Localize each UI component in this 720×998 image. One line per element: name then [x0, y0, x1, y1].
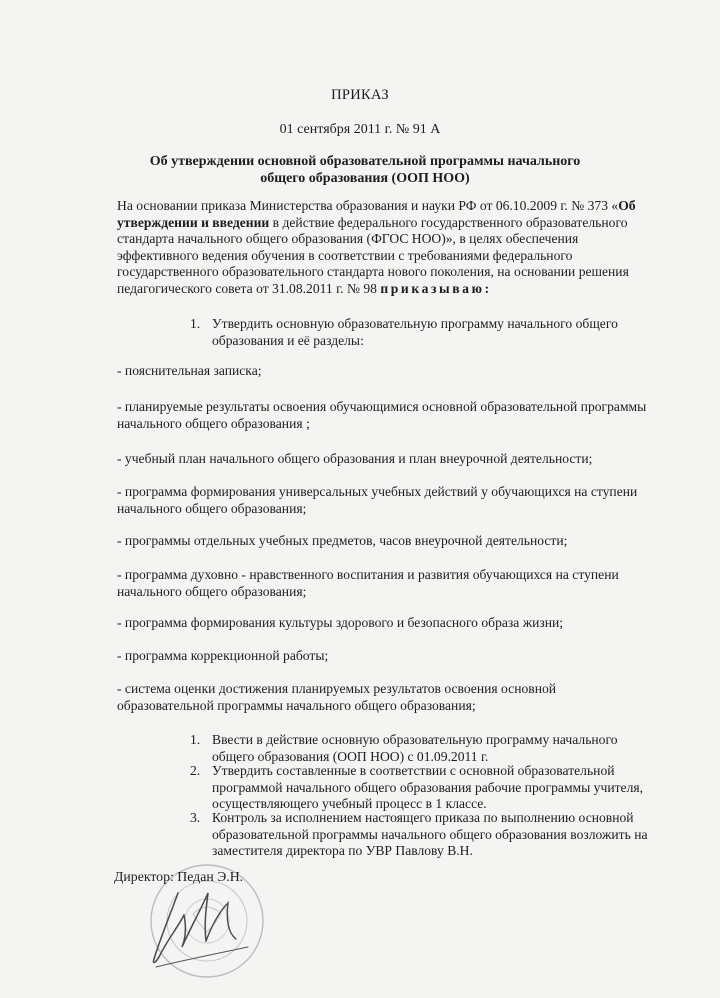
ordered-item-1 — [190, 316, 650, 349]
intro-part2: в действие федерального государственного образовательного стандарта начального общего образования (ФГОС НОО)», в целях обеспечения эффективного ведения обучения в соответствии с требованиями федерального государственного образовательного стандарта нового поколения, на основании решения педагогического совета от 31.08.2011 г. № 98 — [117, 214, 629, 296]
section-item: - программа духовно - нравственного воспитания и развития обучающихся на ступени начального общего образования; — [117, 567, 619, 599]
document-subject: Об утверждении основной образовательной программы начального общего образования (ООП НОО) — [149, 154, 581, 186]
ordered-item-text: Утвердить основную образовательную программу начального общего образования и её разделы: — [212, 316, 618, 348]
ordered-item-text: Утвердить составленные в соответствии с основной образовательной программой начального общего образования рабочие программы учителя, осуществляющего учебный процесс в 1 классе. — [212, 763, 644, 812]
document-date-line: 01 сентября 2011 г. № 91 А — [279, 122, 441, 137]
section-item: - учебный план начального общего образования и план внеурочной деятельности; — [117, 451, 593, 466]
ordered-item-text: Контроль за исполнением настоящего приказа по выполнению основной образовательной программы начального общего образования возложить на заместителя директора по УВР Павлову В.Н. — [212, 810, 648, 859]
director-line: Директор: Педан Э.Н. — [114, 869, 244, 884]
ordered-item-number: 1. — [190, 316, 201, 331]
section-item: - программы отдельных учебных предметов, часов внеурочной деятельности; — [117, 533, 568, 548]
intro-bold-part: Об утверждении и введении — [117, 198, 636, 230]
intro-part1: На основании приказа Министерства образования и науки РФ от 06.10.2009 г. № 373 « — [117, 198, 619, 213]
section-item: - программа формирования универсальных учебных действий у обучающихся на ступени начального общего образования; — [117, 484, 638, 516]
ordered-item-final-2 — [190, 763, 650, 813]
ordered-item-text: Ввести в действие основную образовательную программу начального общего образования (ООП НОО) с 01.09.2011 г. — [212, 732, 618, 764]
section-item: - программа коррекционной работы; — [117, 648, 329, 663]
order-word: приказываю: — [380, 280, 492, 296]
ordered-item-number: 1. — [190, 732, 201, 747]
signature — [120, 855, 300, 975]
ordered-item-number: 3. — [190, 810, 201, 825]
section-item: - система оценки достижения планируемых результатов освоения основной образовательной программы начального общего образования; — [117, 681, 557, 713]
ordered-item-final-3 — [190, 810, 650, 860]
section-item: - программа формирования культуры здорового и безопасного образа жизни; — [117, 615, 564, 630]
ordered-item-number: 2. — [190, 763, 201, 778]
ordered-item-final-1 — [190, 732, 650, 765]
document-title: ПРИКАЗ — [331, 87, 389, 103]
intro-paragraph — [117, 198, 647, 298]
section-item: - пояснительная записка; — [117, 363, 262, 378]
section-item: - планируемые результаты освоения обучающимися основной образовательной программы начального общего образования ; — [117, 399, 647, 431]
